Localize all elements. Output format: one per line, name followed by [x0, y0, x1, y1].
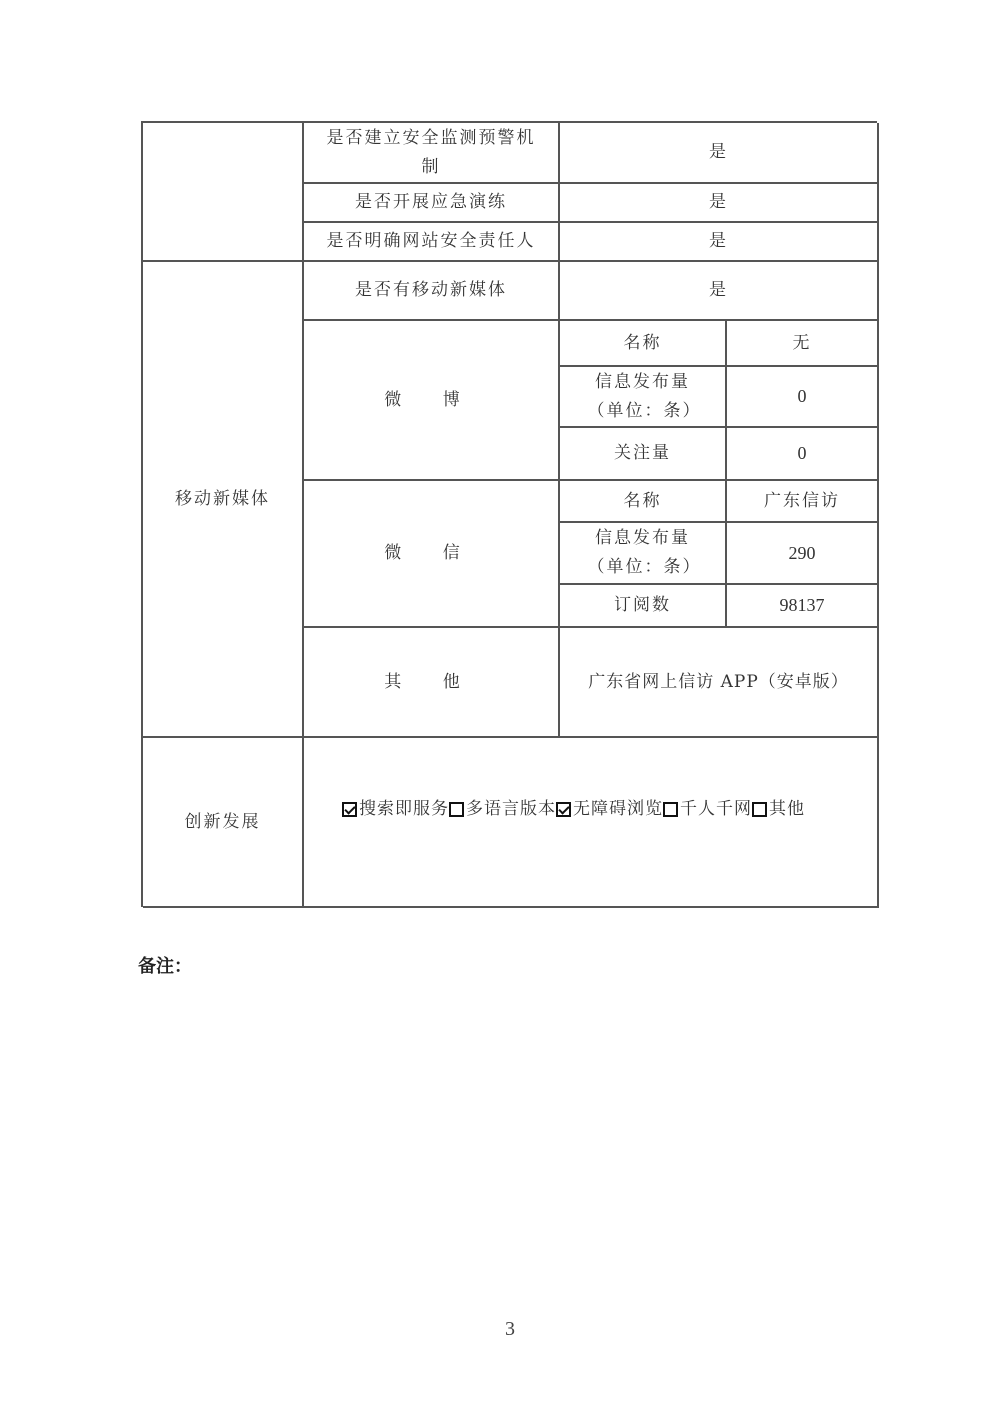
checkbox-checked-icon[interactable]	[556, 802, 571, 817]
wechat-posts-label: 信息发布量（单位：条）	[560, 523, 727, 585]
wechat-label: 微 信	[304, 481, 560, 628]
emergency-drill-label: 是否开展应急演练	[304, 184, 560, 223]
security-officer-value: 是	[560, 223, 879, 262]
option-multilingual[interactable]: 多语言版本	[449, 795, 556, 824]
weibo-posts-label: 信息发布量（单位：条）	[560, 367, 727, 428]
wechat-subscribers-label: 订阅数	[560, 585, 727, 628]
wechat-name-value: 广东信访	[727, 481, 879, 523]
security-monitoring-value: 是	[560, 123, 879, 184]
wechat-name-label: 名称	[560, 481, 727, 523]
report-table	[141, 121, 877, 907]
checkbox-checked-icon[interactable]	[342, 802, 357, 817]
notes-label: 备注：	[138, 956, 192, 977]
option-personalized-site[interactable]: 千人千网	[663, 795, 752, 824]
page-number: 3	[505, 1318, 515, 1340]
wechat-subscribers-value: 98137	[727, 585, 879, 628]
innovation-section-label: 创新发展	[143, 738, 304, 908]
weibo-name-value: 无	[727, 321, 879, 367]
option-other[interactable]: 其他	[752, 795, 805, 824]
weibo-name-label: 名称	[560, 321, 727, 367]
checkbox-unchecked-icon[interactable]	[663, 802, 678, 817]
weibo-posts-value: 0	[727, 367, 879, 428]
weibo-label: 微 博	[304, 321, 560, 481]
emergency-drill-value: 是	[560, 184, 879, 223]
checkbox-unchecked-icon[interactable]	[449, 802, 464, 817]
security-monitoring-label: 是否建立安全监测预警机制	[304, 123, 560, 184]
other-media-value: 广东省网上信访 APP（安卓版）	[560, 628, 879, 738]
weibo-followers-label: 关注量	[560, 428, 727, 481]
security-officer-label: 是否明确网站安全责任人	[304, 223, 560, 262]
option-accessible-browsing[interactable]: 无障碍浏览	[556, 795, 663, 824]
option-search-as-service[interactable]: 搜索即服务	[342, 795, 449, 824]
checkbox-unchecked-icon[interactable]	[752, 802, 767, 817]
wechat-posts-value: 290	[727, 523, 879, 585]
other-media-label: 其 他	[304, 628, 560, 738]
security-section-label	[143, 123, 304, 262]
weibo-followers-value: 0	[727, 428, 879, 481]
innovation-options	[304, 738, 879, 908]
has-mobile-media-label: 是否有移动新媒体	[304, 262, 560, 321]
has-mobile-media-value: 是	[560, 262, 879, 321]
mobile-media-section-label: 移动新媒体	[143, 262, 304, 738]
